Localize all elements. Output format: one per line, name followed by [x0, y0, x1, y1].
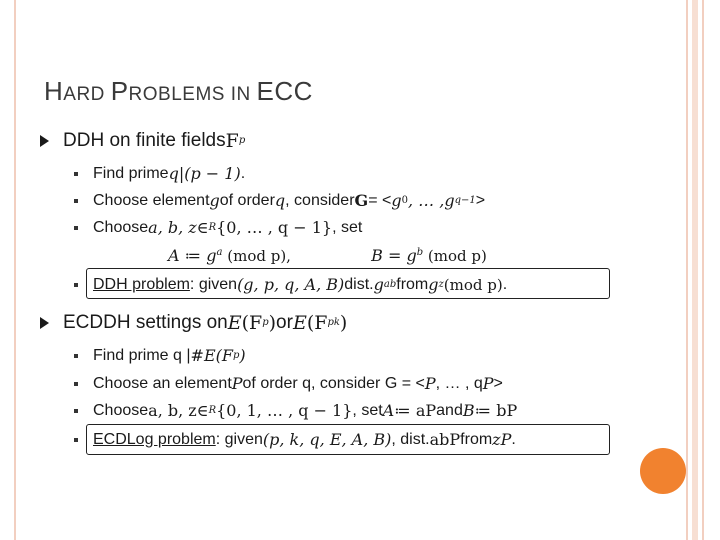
slide-title: HARD PROBLEMS IN ECC — [44, 76, 313, 106]
square-bullet-icon — [74, 172, 78, 176]
square-bullet-icon — [74, 409, 78, 413]
square-bullet-icon — [74, 199, 78, 203]
square-bullet-icon — [74, 354, 78, 358]
right-border-line — [686, 0, 688, 540]
right-border-line-outer — [702, 0, 704, 540]
bullet-ecddh-settings: ECDDH settings on E (F p ) or E (F p k ) — [40, 312, 347, 334]
item-ec-choose-abz: Choose a, b, z ∈ R {0, 1, … , q − 1} , set A ≔ aP and B ≔ bP — [74, 401, 517, 420]
square-bullet-icon — [74, 438, 78, 442]
arrow-bullet-icon — [40, 135, 49, 147]
bullet-ddh-finite-fields: DDH on finite fields F p — [40, 130, 245, 152]
orange-circle-decoration — [640, 448, 686, 494]
item-ecdlog-problem: ECDLog problem : given (p, k, q, E, A, B) , dist. abP from zP . — [74, 430, 516, 449]
left-border-line — [14, 0, 16, 540]
equation-a-b: A ≔ $g^a$ (mod p), $B = g^b$ (mod p) — [168, 246, 487, 265]
item-ec-find-prime: Find prime q | #E(F p ) — [74, 346, 246, 365]
item-find-prime: Find prime q|(p − 1) . — [74, 164, 245, 183]
square-bullet-icon — [74, 382, 78, 386]
item-choose-element: Choose element g of order q , consider G = < g 0 , … , g q−1 > — [74, 191, 485, 210]
square-bullet-icon — [74, 226, 78, 230]
right-border-band — [692, 0, 698, 540]
arrow-bullet-icon — [40, 317, 49, 329]
square-bullet-icon — [74, 283, 78, 287]
item-ddh-problem: DDH problem : given (g, p, q, A, B) dist. g ab from g z (mod p) . — [74, 275, 507, 294]
item-ec-choose-element: Choose an element P of order q, consider G = < P , … , q P > — [74, 374, 503, 393]
item-choose-abz: Choose a, b, z ∈ R {0, … , q − 1} , set — [74, 218, 362, 237]
